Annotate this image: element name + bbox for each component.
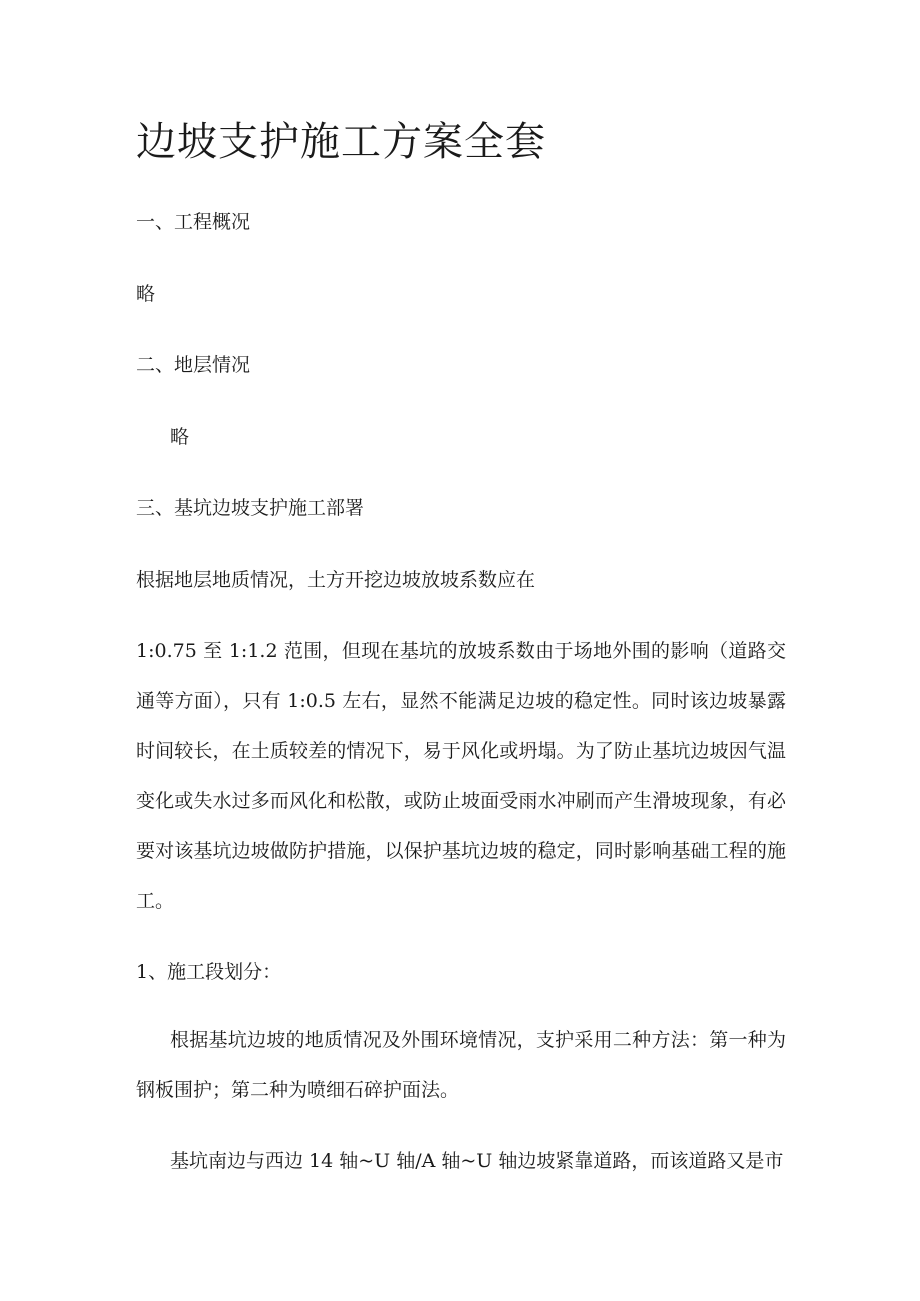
- section-body-strata: 略: [170, 426, 190, 448]
- paragraph-intro: 根据地层地质情况，土方开挖边坡放坡系数应在: [136, 569, 536, 591]
- document-title: 边坡支护施工方案全套: [136, 119, 546, 165]
- paragraph-south-west-slope: 基坑南边与西边 14 轴~U 轴/A 轴~U 轴边坡紧靠道路，而该道路又是市: [170, 1150, 784, 1172]
- section-body-project-overview: 略: [136, 283, 156, 305]
- section-heading-project-overview: 一、工程概况: [136, 211, 251, 233]
- paragraph-slope-analysis: 1:0.75 至 1:1.2 范围，但现在基坑的放坡系数由于场地外围的影响（道路交通等方面），只有 1:0.5 左右，显然不能满足边坡的稳定性。同时该边坡暴露时间较长，在土质较差的情况下，易于风化或坍塌。为了防止基坑边坡因气温变化或失水过多而风化和松散，或防止坡面受雨水冲刷而产生滑坡现象，有必要对该基坑边坡做防护措施，以保护基坑边坡的稳定，同时影响基础工程的施工。: [136, 640, 786, 912]
- subsection-heading-segmentation: 1、施工段划分：: [136, 961, 282, 983]
- paragraph-support-methods: 根据基坑边坡的地质情况及外围环境情况，支护采用二种方法：第一种为钢板围护；第二种为喷细石碎护面法。: [136, 1029, 786, 1101]
- section-heading-strata: 二、地层情况: [136, 354, 251, 376]
- section-heading-deployment: 三、基坑边坡支护施工部署: [136, 497, 365, 519]
